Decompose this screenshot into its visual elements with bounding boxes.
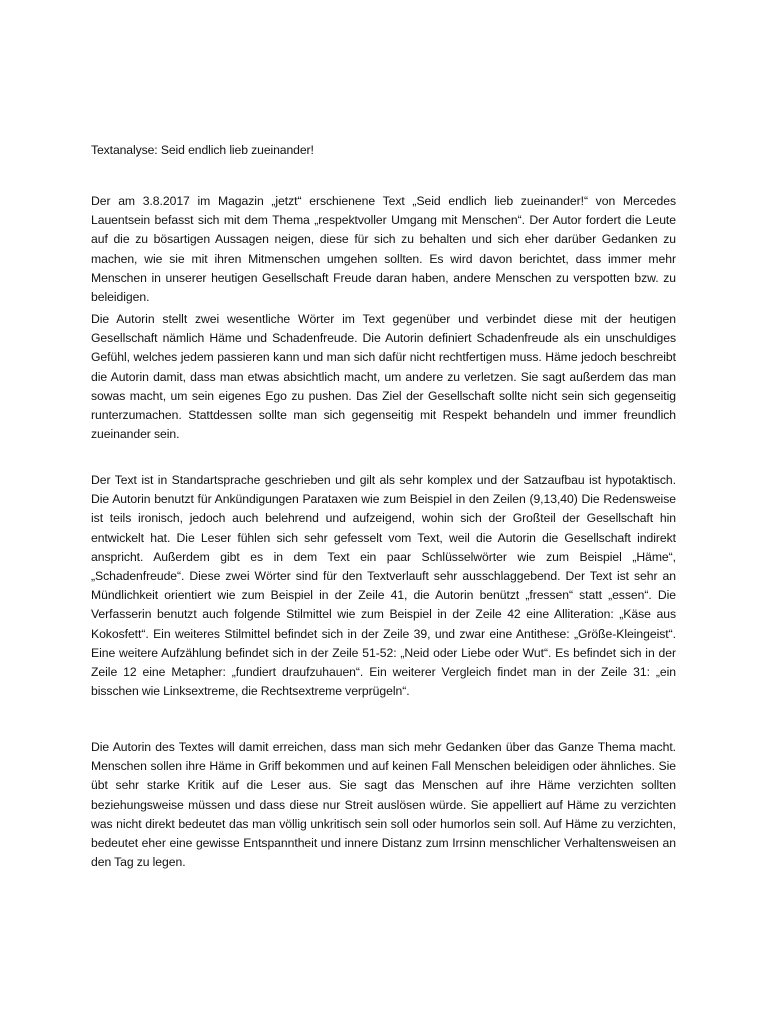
paragraph-author-intention: Die Autorin des Textes will damit erreichen, dass man sich mehr Gedanken über das Ganze Thema macht. Menschen sollen ihre Häme in Griff bekommen und auf keinen Fall Menschen beleidigen oder ähnliches. Sie übt sehr starke Kritik auf die Leser aus. Sie sagt das Menschen auf ihre Häme verzichten sollten beziehungsweise müssen und dass diese nur Streit auslösen würde. Sie appelliert auf Häme zu verzichten was nicht direkt bedeutet das man völlig unkritisch sein soll oder humorlos sein soll. Auf Häme zu verzichten, bedeutet eher eine gewisse Entspanntheit und innere Distanz zum Irrsinn menschlicher Verhaltensweisen an den Tag zu legen. [91,740,676,870]
paragraph-introduction: Der am 3.8.2017 im Magazin „jetzt“ erschienene Text „Seid endlich lieb zueinander!“ von Mercedes Lauentsein befasst sich mit dem Thema „respektvoller Umgang mit Menschen“. Der Autor fordert die Leute auf die zu bösartigen Aussagen neigen, diese für sich zu behalten und sich eher darüber Gedanken zu machen, wie sie mit ihren Mitmenschen umgehen sollten. Es wird davon berichtet, dass immer mehr Menschen in unserer heutigen Gesellschaft Freude daran haben, andere Menschen zu verspotten bzw. zu beleidigen. [91,194,676,305]
paragraph-language-analysis: Der Text ist in Standartsprache geschrieben und gilt als sehr komplex und der Satzaufbau ist hypotaktisch. Die Autorin benutzt für Ankündigungen Parataxen wie zum Beispiel in den Zeilen (9,13,40) Die Redensweise ist teils ironisch, jedoch auch belehrend und aufzeigend, wohin sich der Großteil der Gesellschaft hin entwickelt hat. Die Leser fühlen sich sehr gefesselt vom Text, weil die Autorin die Gesellschaft indirekt anspricht. Außerdem gibt es in dem Text ein paar Schlüsselwörter wie zum Beispiel „Häme“, „Schadenfreude“. Diese zwei Wörter sind für den Textverlauft sehr ausschlaggebend. Der Text ist sehr an Mündlichkeit orientiert wie zum Beispiel in der Zeile 41, die Autorin benützt „fressen“ statt „essen“. Die Verfasserin benutzt auch folgende Stilmittel wie zum Beispiel in der Zeile 42 eine Alliteration: „Käse aus Kokosfett“. Ein weiteres Stilmittel befindet sich in der Zeile 39, und zwar eine Antithese: „Größe-Kleingeist“. Eine weitere Aufzählung befindet sich in der Zeile 51-52: „Neid oder Liebe oder Wut“. Es befindet sich in der Zeile 12 eine Metapher: „fundiert draufzuhauen“. Ein weiterer Vergleich findet man in der Zeile 31: „ein bisschen wie Linksextreme, die Rechtsextreme verprügeln“. [91,473,676,699]
document-title: Textanalyse: Seid endlich lieb zueinander! [91,143,314,157]
paragraph-content-summary: Die Autorin stellt zwei wesentliche Wörter im Text gegenüber und verbindet diese mit der heutigen Gesellschaft nämlich Häme und Schadenfreude. Die Autorin definiert Schadenfreude als ein unschuldiges Gefühl, welches jedem passieren kann und man sich dafür nicht rechtfertigen muss. Häme jedoch beschreibt die Autorin damit, dass man etwas absichtlich macht, um andere zu verletzen. Sie sagt außerdem das man sowas macht, um sein eigenes Ego zu pushen. Das Ziel der Gesellschaft sollte nicht sein sich gegenseitig runterzumachen. Stattdessen sollte man sich gegenseitig mit Respekt behandeln und immer freundlich zueinander sein. [91,312,676,442]
